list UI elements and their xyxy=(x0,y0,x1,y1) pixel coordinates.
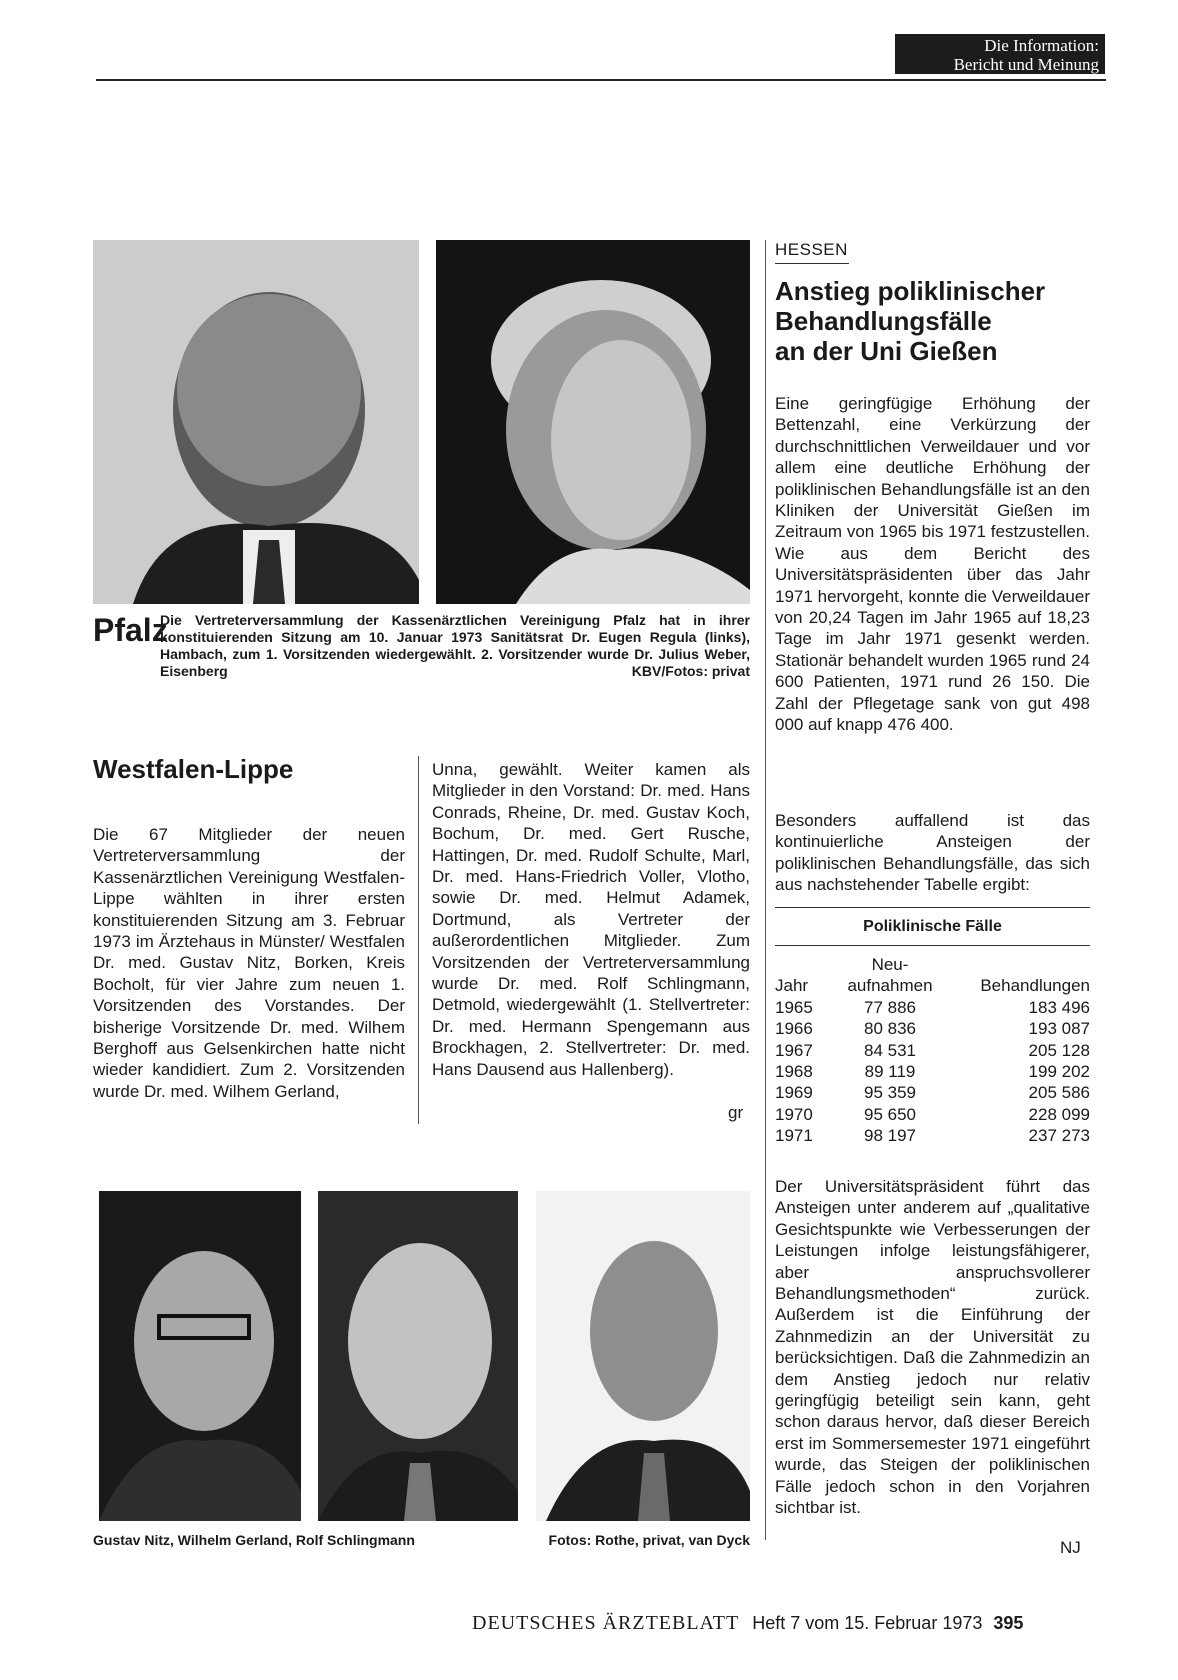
table-head-year: Jahr xyxy=(775,976,809,996)
westfalen-column-2: Unna, gewählt. Weiter kamen als Mitglieder in den Vorstand: Dr. med. Hans Conrads, Rheine, Dr. med. Gustav Koch, Bochum, Dr. med. Gert Rusche, Hattingen, Dr. med. Rudolf Schulte, Marl, Dr. med. Hans-Friedrich Voller, Vlotho, sowie Dr. med. Helmut Adamek, Dortmund, als Vertreter der außerordentlichen Mitglieder. Zum Vorsitzenden der Vertreterversammlung wurde Dr. med. Rolf Schlingmann, Detmold, wiedergewählt (1. Stellvertreter: Dr. med. Hermann Spengemann aus Brockhagen, 2. Stellvertreter: Dr. med. Hans Dausend aus Hallenberg). xyxy=(432,760,750,1079)
westfalen-title: Westfalen-Lippe xyxy=(93,754,294,784)
pfalz-photo-credit: KBV/Fotos: privat xyxy=(600,663,750,680)
westfalen-photo-credit: Fotos: Rothe, privat, van Dyck xyxy=(548,1532,750,1548)
table-title: Poliklinische Fälle xyxy=(863,918,1002,935)
table-head-treatments: Behandlungen xyxy=(980,976,1090,996)
table-cell-new: 98 197 xyxy=(864,1126,916,1146)
header-rule xyxy=(96,79,1106,81)
table-cell-year: 1966 xyxy=(775,1019,813,1039)
table-cell-new: 95 650 xyxy=(864,1104,916,1124)
table-cell-year: 1969 xyxy=(775,1083,813,1103)
column-divider-left xyxy=(418,756,419,1124)
table-cell-year: 1971 xyxy=(775,1126,813,1146)
hessen-headline-line1: Anstieg poliklinischer xyxy=(775,276,1046,306)
table-row xyxy=(775,1125,1090,1146)
stats-table xyxy=(775,954,1090,1147)
westfalen-signature: gr xyxy=(728,1103,744,1122)
table-cell-treatments: 183 496 xyxy=(1028,997,1090,1017)
table-row xyxy=(775,1040,1090,1061)
table-cell-new: 77 886 xyxy=(864,997,916,1017)
table-cell-year: 1968 xyxy=(775,1062,813,1082)
photo-julius-weber xyxy=(436,240,750,604)
table-cell-new: 80 836 xyxy=(864,1019,916,1039)
hessen-signature: NJ xyxy=(1060,1538,1081,1557)
footer-journal: DEUTSCHES ÄRZTEBLATT xyxy=(472,1612,740,1634)
photo-gustav-nitz xyxy=(99,1191,301,1521)
hessen-headline-line2: Behandlungsfälle xyxy=(775,306,992,336)
hessen-headline-line3: an der Uni Gießen xyxy=(775,336,998,366)
footer-page: 395 xyxy=(993,1613,1024,1633)
hessen-paragraph-3: Der Universitätspräsident führt das Ansteigen unter anderem auf „qualitative Gesichtspunkte wie Verbesserungen der Leistungen infolge leistungsfähigerer, aber anspruchsvollerer Behandlungsmethoden“ zurück. Außerdem ist die Einführung der Zahnmedizin an der Universität zu berücksichtigen. Daß die Zahnmedizin an dem Anstieg jedoch nur relativ geringfügig beteiligt sein kann, geht schon daraus hervor, daß dieser Bereich erst im Sommersemester 1971 eingeführt wurde, das Steigen der poliklinischen Fälle jedoch schon in den Vorjahren sichtbar ist. xyxy=(775,1177,1090,1518)
photo-wilhelm-gerland xyxy=(318,1191,518,1521)
westfalen-column-1: Die 67 Mitglieder der neuen Vertreterversammlung der Kassenärztlichen Vereinigung Westfalen-Lippe wählten in ihrer ersten konstituierenden Sitzung am 3. Februar 1973 im Ärztehaus in Münster/ Westfalen Dr. med. Gustav Nitz, Borken, Kreis Bocholt, für vier Jahre zum neuen 1. Vorsitzenden des Vorstandes. Der bisherige Vorsitzende Dr. med. Wilhem Berghoff aus Gelsenkirchen hatte nicht wieder kandidiert. Zum 2. Vorsitzenden wurde Dr. med. Wilhem Gerland, xyxy=(93,825,405,1101)
table-cell-treatments: 193 087 xyxy=(1028,1019,1090,1039)
table-row xyxy=(775,1061,1090,1082)
table-head-row-1 xyxy=(775,954,1090,975)
photo-eugen-regula xyxy=(93,240,419,604)
hessen-kicker-rule xyxy=(775,263,849,264)
table-cell-year: 1970 xyxy=(775,1104,813,1124)
table-head-new-2: aufnahmen xyxy=(847,976,933,996)
hessen-headline xyxy=(775,276,1045,366)
pfalz-photo-caption: Die Vertreterversammlung der Kassenärztlichen Vereinigung Pfalz hat in ihrer konstituierenden Sitzung am 10. Januar 1973 Sanitätsrat Dr. Eugen Regula (links), Hambach, zum 1. Vorsitzenden wiedergewählt. 2. Vorsitzender wurde Dr. Julius Weber, Eisenberg xyxy=(160,612,750,679)
photo-rolf-schlingmann xyxy=(536,1191,750,1521)
table-cell-year: 1967 xyxy=(775,1040,813,1060)
pfalz-region-label: Pfalz xyxy=(93,612,168,648)
table-cell-new: 89 119 xyxy=(864,1062,916,1082)
table-row xyxy=(775,1018,1090,1039)
column-divider-right xyxy=(765,240,766,1540)
footer-issue: Heft 7 vom 15. Februar 1973 xyxy=(752,1613,983,1633)
poliklinische-faelle-table xyxy=(775,954,1090,1147)
table-head-new-1: Neu- xyxy=(871,955,909,974)
hessen-paragraph-1: Eine geringfügige Erhöhung der Bettenzahl, eine Verkürzung der durchschnittlichen Verweildauer und vor allem eine deutliche Erhöhung der poliklinischen Behandlungsfälle ist an den Kliniken der Universität Gießen im Zeitraum von 1965 bis 1971 festzustellen. Wie aus dem Bericht des Universitätspräsidenten über das Jahr 1971 hervorgeht, konnte die Verweildauer von 20,24 Tagen im Jahr 1965 auf 18,23 Tage im Jahr 1971 gesenkt werden. Stationär behandelt wurden 1965 rund 24 600 Patienten, 1971 rund 26 150. Die Zahl der Pflegetage sank von gut 498 000 auf knapp 476 400. xyxy=(775,394,1090,735)
table-cell-year: 1965 xyxy=(775,997,813,1017)
table-cell-treatments: 205 586 xyxy=(1028,1083,1090,1103)
table-row xyxy=(775,1082,1090,1103)
westfalen-photo-caption: Gustav Nitz, Wilhelm Gerland, Rolf Schlingmann xyxy=(93,1532,415,1548)
table-row xyxy=(775,1104,1090,1125)
hessen-kicker: HESSEN xyxy=(775,240,848,259)
table-cell-treatments: 237 273 xyxy=(1028,1126,1090,1146)
footer xyxy=(472,1612,1023,1635)
section-badge-line1: Die Information: xyxy=(984,36,1099,55)
table-cell-new: 84 531 xyxy=(864,1040,916,1060)
hessen-paragraph-2: Besonders auffallend ist das kontinuierliche Ansteigen der poliklinischen Behandlungsfälle, das sich aus nachstehender Tabelle ergibt: xyxy=(775,811,1090,895)
table-top-rule xyxy=(775,907,1090,908)
table-cell-treatments: 228 099 xyxy=(1028,1104,1090,1124)
table-cell-new: 95 359 xyxy=(864,1083,916,1103)
table-cell-treatments: 205 128 xyxy=(1028,1040,1090,1060)
table-title-rule xyxy=(775,945,1090,946)
section-badge xyxy=(895,34,1105,74)
section-badge-line2: Bericht und Meinung xyxy=(953,55,1099,74)
table-cell-treatments: 199 202 xyxy=(1028,1062,1090,1082)
table-head-row-2 xyxy=(775,975,1090,996)
table-row xyxy=(775,997,1090,1018)
